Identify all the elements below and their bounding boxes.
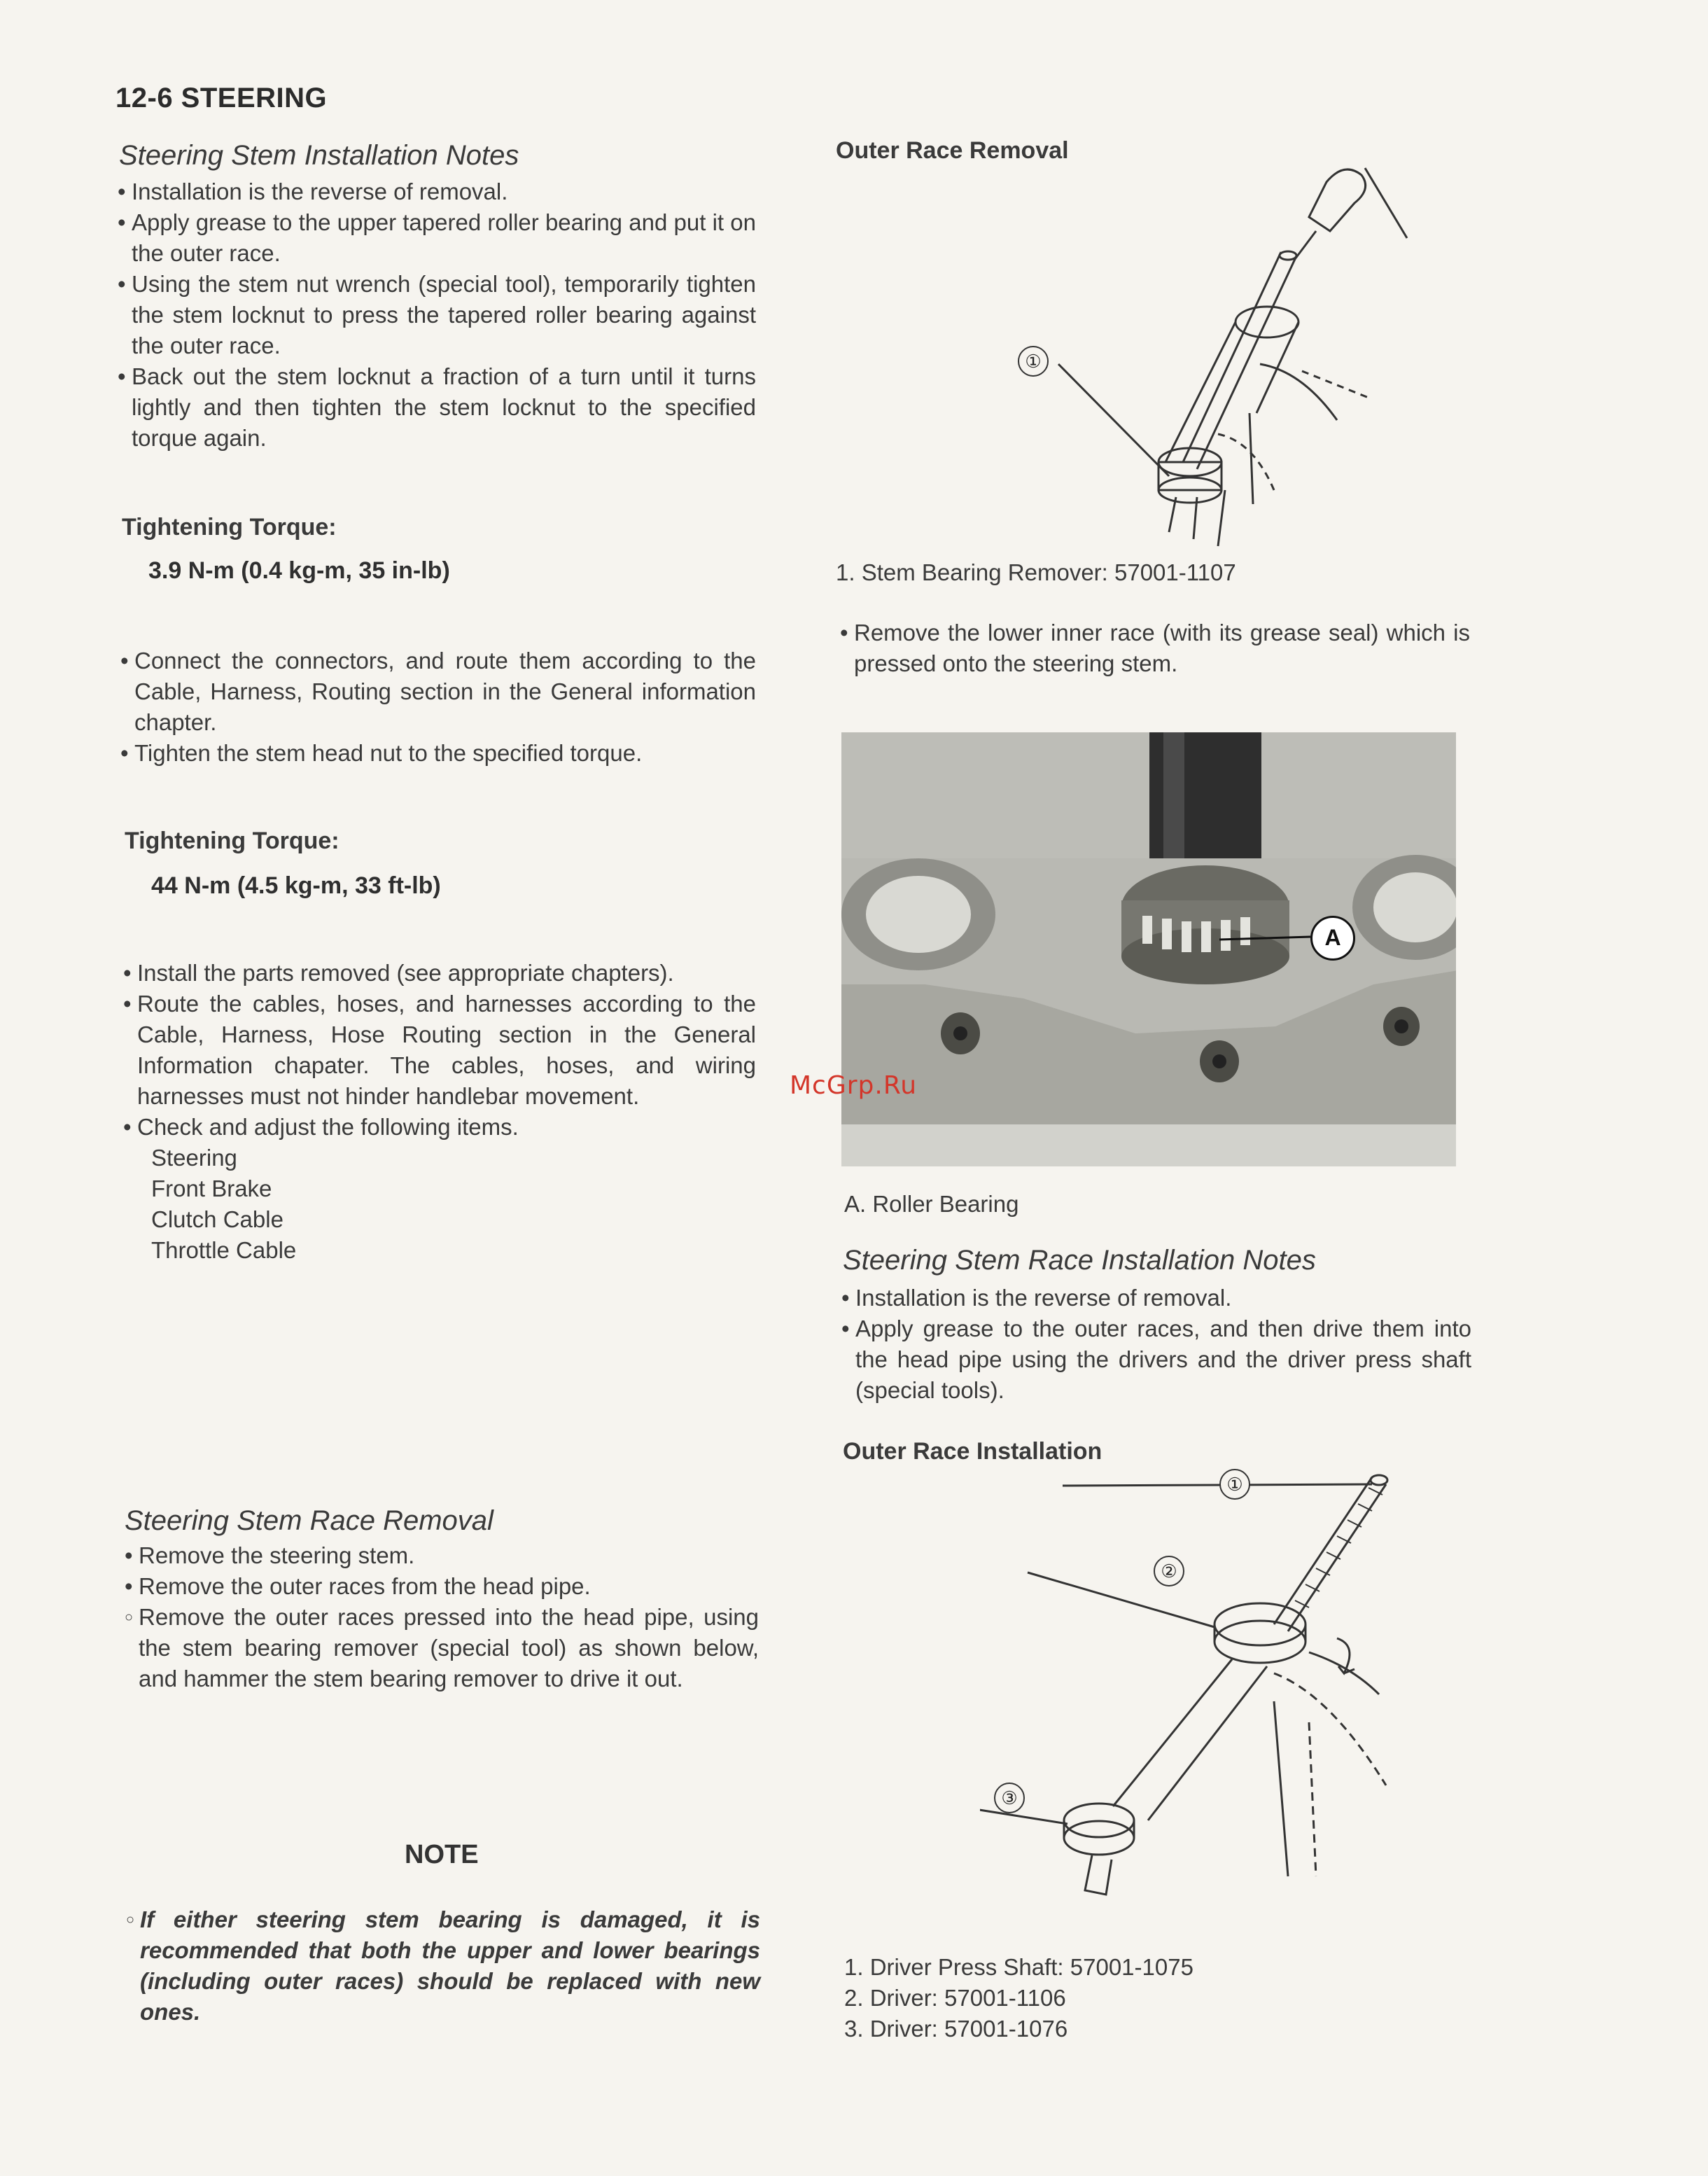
list-item: Back out the stem locknut a fraction of a turn until it turns lightly and then tighten the stem locknut to the specified torque again. — [132, 363, 756, 451]
note-body — [126, 1904, 760, 2028]
sub-item: Remove the outer races pressed into the head pipe, using the stem bearing remover (special tool) as shown below, and hammer the stem bearing remover to drive it out. — [139, 1604, 759, 1692]
photo-caption: A. Roller Bearing — [844, 1191, 1019, 1217]
race-removal-title: Steering Stem Race Removal — [125, 1505, 493, 1536]
roller-bearing-photo — [841, 732, 1456, 1166]
check-item: Front Brake — [151, 1176, 272, 1201]
list-item: Remove the steering stem. — [139, 1542, 415, 1568]
list-item: Tighten the stem head nut to the specified torque. — [134, 740, 643, 766]
page-number: 12-6 STEERING — [115, 83, 328, 113]
torque2-value: 44 N-m (4.5 kg-m, 33 ft-lb) — [151, 872, 441, 899]
install-notes-title: Steering Stem Installation Notes — [119, 140, 519, 171]
installation-captions — [844, 1952, 1194, 2044]
connect-list — [120, 646, 756, 769]
race-install-notes-title: Steering Stem Race Installation Notes — [843, 1245, 1316, 1276]
torque1-value: 3.9 N-m (0.4 kg-m, 35 in-lb) — [148, 557, 450, 584]
list-item: Remove the lower inner race (with its grease seal) which is pressed onto the steering stem. — [854, 620, 1470, 676]
list-item: Installation is the reverse of removal. — [132, 179, 508, 204]
caption-line: 3. Driver: 57001-1076 — [844, 2016, 1068, 2042]
outer-race-removal-title: Outer Race Removal — [836, 137, 1069, 164]
list-item: Apply grease to the upper tapered roller bearing and put it on the outer race. — [132, 209, 756, 266]
race-install-list — [841, 1283, 1471, 1406]
list-item: Connect the connectors, and route them according to the Cable, Harness, Routing section in the General information chapter. — [134, 648, 756, 735]
list-item: Check and adjust the following items. — [137, 1114, 519, 1140]
list-item: Remove the outer races from the head pipe. — [139, 1573, 591, 1599]
install-notes-list — [118, 176, 756, 454]
note-text: If either steering stem bearing is damaged, it is recommended that both the upper and lower bearings (including outer races) should be replaced with new ones. — [140, 1906, 760, 2025]
callout-1: ① — [1018, 346, 1049, 377]
list-item: Route the cables, hoses, and harnesses according to the Cable, Harness, Hose Routing section in the General Information chapater. The cables, hoses, and wiring harnesses must not hinder handlebar movement. — [137, 991, 756, 1109]
lower-race-list — [840, 618, 1470, 679]
callout-1: ① — [1219, 1469, 1250, 1500]
race-removal-list — [125, 1540, 759, 1694]
photo-label-a: A — [1310, 916, 1355, 961]
caption-line: 2. Driver: 57001-1106 — [844, 1985, 1066, 2011]
check-item: Throttle Cable — [151, 1237, 297, 1263]
removal-caption: 1. Stem Bearing Remover: 57001-1107 — [836, 559, 1236, 585]
check-item: Clutch Cable — [151, 1206, 284, 1232]
torque2-label: Tightening Torque: — [125, 828, 340, 854]
torque1-label: Tightening Torque: — [122, 514, 337, 540]
install-parts-list — [123, 958, 756, 1266]
caption-line: 1. Driver Press Shaft: 57001-1075 — [844, 1954, 1194, 1980]
note-title: NOTE — [405, 1840, 479, 1869]
list-item: Using the stem nut wrench (special tool), temporarily tighten the stem locknut to press the tapered roller bearing against the outer race. — [132, 271, 756, 358]
callout-3: ③ — [994, 1783, 1025, 1813]
watermark: McGrp.Ru — [790, 1071, 918, 1100]
check-item: Steering — [151, 1145, 237, 1171]
callout-2: ② — [1154, 1556, 1184, 1586]
list-item: Apply grease to the outer races, and then drive them into the head pipe using the drivers and the driver press shaft (special tools). — [855, 1316, 1471, 1403]
list-item: Installation is the reverse of removal. — [855, 1285, 1232, 1311]
list-item: Install the parts removed (see appropriate chapters). — [137, 960, 674, 986]
outer-race-installation-title: Outer Race Installation — [843, 1438, 1102, 1465]
driver-press-shaft-illustration — [980, 1456, 1414, 1918]
stem-bearing-remover-illustration — [1008, 140, 1414, 560]
